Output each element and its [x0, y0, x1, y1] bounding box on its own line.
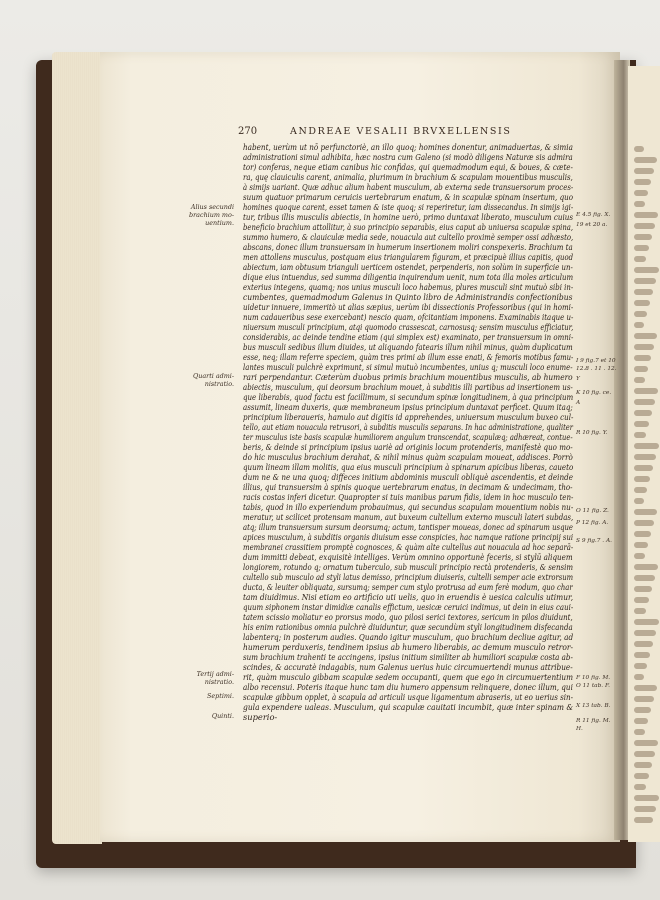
facing-page-edge — [628, 66, 660, 842]
text-line: esse, neq; illam referre speciem, quàm tres primi ab illum esse enati, & femoris motibus famu- — [243, 352, 574, 362]
text-line: exterius integens, quamq; nos unius musculi loco habemus, plures musculi sint mutuò sibi in- — [243, 282, 574, 292]
facing-page-text-mark — [634, 476, 650, 482]
facing-page-text-mark — [634, 355, 651, 361]
facing-page-text-mark — [634, 487, 647, 493]
text-line: num cadaueribus sese exercebant) nescio quam, ofcitantiam imponens. Examinabis itaque u- — [243, 312, 574, 322]
facing-page-text-mark — [634, 190, 648, 196]
facing-page-text-mark — [634, 322, 644, 328]
facing-page-text-mark — [634, 278, 656, 284]
text-line: abiectum, iam obtusum trianguli uerticem ostendet, perpenderis, non solùm in superficie un- — [243, 262, 573, 272]
facing-page-text-mark — [634, 597, 649, 603]
text-line: cumbentes, quemadmodum Galenus in Quinto libro de Administrandis confectionibus — [243, 292, 573, 302]
facing-page-text-mark — [634, 531, 651, 537]
text-line: ra, quę clauiculis carent, animalia, plurimum in brachium & scapulam mouentibus musculis, — [243, 172, 573, 182]
margin-note-line: uentium. — [205, 219, 234, 227]
facing-page-text-mark — [634, 410, 652, 416]
margin-note-line: brachium mo- — [189, 211, 234, 219]
facing-page-text-mark — [634, 201, 645, 207]
text-line: dum ne & ne una quoq; diffeces initium abdominis musculi obliquè ascendentis, et deinde — [243, 472, 574, 482]
text-line: administrationi simul adhibita, hæc nostra cum Galeno (si modò diligens Naturæ sis admira — [243, 152, 573, 162]
margin-ref: F 10 fig. M. — [576, 675, 611, 681]
margin-note-line: nistratio. — [204, 380, 234, 388]
text-line: ducta, & leuiter obliquata, sursumq; semper cum stylo protrusa ad eum ferè modum, quo char — [243, 582, 573, 592]
facing-page-text-mark — [634, 344, 654, 350]
text-line: summo humero, & clauiculæ media sede, nouacula aut cultello proximè semper ossi adhæsto, — [243, 232, 574, 242]
text-line: tello, aut etiam nouacula retrusori, à subditis musculis separans. In hac administratione, qualiter — [243, 422, 573, 432]
text-line: labenterq; in posterum audies. Quando igitur musculum, quo brachium decliue agitur, ad — [243, 632, 574, 642]
facing-page-text-mark — [634, 498, 644, 504]
facing-page-text-mark — [634, 366, 648, 372]
facing-page-text-mark — [634, 751, 655, 757]
text-line: niuersum musculi principium, atqi quomodo crassescat, carnosusq; sensim musculus efficiatur, — [243, 322, 574, 332]
text-line: quum siphonem instar dimidiæ canalis effictum, uesicæ ceruici indimus, ut dein in eius caui- — [243, 602, 574, 612]
text-line: tur, tribus illis musculis abiectis, in homine uerò, primo duntaxat liberato, musculum cuius — [243, 212, 574, 222]
text-line: apices musculum, à subditis organis diuisum esse conspicies, hac namque ratione principij sui — [243, 532, 574, 542]
text-line: gula expendere ualeas. Musculum, qui scapulæ cauitati incumbit, quæ inter spinam & — [243, 702, 574, 712]
text-line: albo recensui. Poteris itaque hunc tam diu humero appensum relinquere, donec illum, qui — [243, 682, 573, 692]
margin-ref: S 9 fig.7 . A. — [576, 538, 613, 544]
facing-page-text-mark — [634, 696, 654, 702]
text-line: uidetur innuere, immeritò ut alias sæpius, uerùm ibi dissectionis Professoribus (qui in homi- — [243, 302, 574, 312]
text-line: ter musculus iste basis scapulæ humiliorem angulum transcendat, scapulæq; adhæreat, contue- — [243, 432, 573, 442]
facing-page-text-mark — [634, 157, 657, 163]
margin-ref: I 9 fig.7 et 10 — [576, 358, 616, 364]
facing-page-text-mark — [634, 256, 646, 262]
margin-ref: P 12 fig. A. — [576, 520, 609, 526]
facing-page-text-mark — [634, 333, 657, 339]
text-line: considerabis, ac deinde tendine etiam (qui simplex est) examinato, per transuersum in omni- — [243, 332, 574, 342]
facing-page-text-mark — [634, 729, 645, 735]
facing-page-text-mark — [634, 817, 653, 823]
text-line: sum brachium trahenti te accingens, ipsius initium similiter ab humiliori scapulæ costa ab- — [243, 652, 573, 662]
facing-page-text-mark — [634, 740, 658, 746]
text-line: à simijs uariant. Quæ adhuc alium habent musculum, ab externa sede transuersorum proces- — [243, 182, 574, 192]
facing-page-text-mark — [634, 388, 658, 394]
margin-ref: O 11 tab. F. — [576, 683, 610, 689]
text-line: tam diuidimus. Nisi etiam eo artificio uti uelis, quo in eruendis è uesica calculis utimur, — [243, 592, 574, 602]
facing-page-text-mark — [634, 311, 647, 317]
facing-page-text-mark — [634, 179, 651, 185]
facing-page-text-mark — [634, 663, 647, 669]
facing-page-text-mark — [634, 773, 649, 779]
facing-page-text-mark — [634, 289, 653, 295]
facing-page-text-mark — [634, 245, 649, 251]
facing-page-text-mark — [634, 608, 646, 614]
text-line: abiectis, musculum, qui deorsum brachium mouet, à subditis illi partibus ad insertionem us- — [243, 382, 573, 392]
facing-page-text-mark — [634, 212, 658, 218]
margin-note-septimi — [170, 692, 234, 700]
facing-page-text-mark — [634, 619, 659, 625]
text-line: scapulæ gibbum opplet, à scapula ad articuli usque ligamentum abraseris, ut eo uerius sin- — [243, 692, 574, 702]
text-line: dique eius intuendus, sed summa diligentia inquirendum uenit, num tota illa moles articulum — [243, 272, 574, 282]
facing-page-text-mark — [634, 685, 657, 691]
text-line: atq; illum transuersum sursum deorsumq; actum, tantisper moueas, donec ad spinarum usque — [243, 522, 573, 532]
facing-page-text-mark — [634, 443, 659, 449]
margin-ref: R 11 fig. M. — [576, 718, 611, 724]
facing-page-text-mark — [634, 795, 659, 801]
text-line: habent, uerùm ut nō perfunctoriè, an illo quoq; homines donentur, animaduertas, & simia — [243, 142, 573, 152]
margin-ref: O 11 fig. Z. — [576, 508, 609, 514]
facing-page-text-mark — [634, 718, 648, 724]
facing-page-text-mark — [634, 234, 652, 240]
facing-page-text-mark — [634, 377, 645, 383]
margin-ref: R 10 fig. Y. — [576, 430, 608, 436]
margin-ref: 12.8 . 11 . 12. — [576, 366, 617, 372]
text-line: que liberabis, quod factu est facillimum, si secundum spinæ longitudinem, à qua principium — [243, 392, 574, 402]
margin-ref: 19 et 20 a. — [576, 222, 608, 228]
facing-page-text-mark — [634, 432, 646, 438]
text-line: bus musculi sedibus illum diuides, ut aliquando fatearis illum nihil minus, quàm duplicatum — [243, 342, 573, 352]
facing-page-text-mark — [634, 641, 653, 647]
text-line: principium liberaueris, hamulo aut digitis id apprehendes, uniuersum musculum buxeo cul- — [243, 412, 574, 422]
text-line: beneficio brachium attollitur, à suo principio separabis, eius caput ab uniuersa scapulæ spina, — [243, 222, 574, 232]
facing-page-text-mark — [634, 652, 650, 658]
facing-page-text-mark — [634, 399, 655, 405]
text-line: tabis, quod in illo experiendum probauimus, qui secundus scapulam mouentium nobis nu- — [243, 502, 574, 512]
facing-page-text-mark — [634, 806, 656, 812]
text-line: men attollens musculus, postquam eius triangularem figuram, et præcipuè illius capitis, quod — [243, 252, 574, 262]
facing-page-text-mark — [634, 223, 655, 229]
margin-note-secundi — [170, 203, 234, 227]
margin-note-line: Alius secundi — [190, 203, 234, 211]
facing-page-text-mark — [634, 784, 646, 790]
text-line: his enim rationibus omnia pulchrè diuiduntur, quæ secundùm styli longitudinem disfecanda — [243, 622, 573, 632]
text-line: membranei crassitiem promptè cognosces, & quàm alte cultellus aut nouacula ad hoc separā- — [243, 542, 574, 552]
margin-ref: K 10 fig. ce. — [576, 390, 612, 396]
margin-ref: E 4.5 fig. X. — [576, 212, 611, 218]
facing-page-text-mark — [634, 762, 652, 768]
page-edges — [52, 52, 102, 844]
facing-page-text-mark — [634, 630, 656, 636]
text-line: rari perpendantur. Cæterùm duobus primis brachium mouentibus musculis, ab humero — [243, 372, 573, 382]
text-line: quum lineam illam molitis, qua eius musculi principium à spinarum apicibus liberas, caueto — [243, 462, 574, 472]
text-line: lantes musculi pulchrè exprimunt, si simul mutuò incumbentes, unius q; musculi loco enume- — [243, 362, 573, 372]
text-line: dum immitti debeat, exquisitè intelliges. Verùm omnino opportunè feceris, si stylū aliquem — [243, 552, 573, 562]
text-line: racis costas inferi dicetur. Quapropter si tuis manibus parum fidis, idem in hoc musculo ten- — [243, 492, 574, 502]
text-line: assumit, lineam duxeris, quæ membraneum ipsius principium duntaxat perficet. Quum itaq; — [243, 402, 573, 412]
text-line: illius, qui transuersim à spinis quoque uertebrarum enatus, in decimam & undecimam, tho- — [243, 482, 573, 492]
margin-ref: X 13 tab. B. — [576, 703, 611, 709]
margin-ref: Y — [576, 376, 580, 382]
text-line: abscans, donec illum transuersam in humerum insertionem moliri conspexeris. Brachium ta — [243, 242, 573, 252]
text-line: rit, quàm musculo gibbam scapulæ sedem occupanti, quem que ego in circumuertentium — [243, 672, 574, 682]
margin-note-quarti — [170, 372, 234, 388]
text-line: suum quatuor primarum ceruicis uertebrarum enatum, & in scapulæ spinam insertum, quo — [243, 192, 573, 202]
text-line: meratur, ut scilicet protensam manum, aut buxeum cultellum externo musculi lateri subdas, — [243, 512, 574, 522]
facing-page-text-mark — [634, 520, 654, 526]
margin-note-line: Quinti. — [211, 712, 234, 720]
facing-page-text-mark — [634, 586, 652, 592]
text-line: beris, & deinde si principium ipsius uariè ad originis locum protenderis, manifestè quo mo- — [243, 442, 573, 452]
facing-page-text-mark — [634, 575, 655, 581]
facing-page-text-mark — [634, 509, 657, 515]
text-line: humerum perduxeris, tendinem ipsius ab humero liberabis, ac demum musculo retror- — [243, 642, 574, 652]
facing-page-text-mark — [634, 300, 650, 306]
facing-page-text-mark — [634, 421, 649, 427]
margin-note-line: nistratio. — [204, 678, 234, 686]
text-line: cultello sub musculo ad styli latus demisso, principium diuiseris, cultelli semper acie extrorsum — [243, 572, 574, 582]
facing-page-text-mark — [634, 168, 654, 174]
text-line: scindes, & accuratè indagabis, num Galenus uerius huic circumuertendi munus attribue- — [243, 662, 573, 672]
running-head: ANDREAE VESALII BRVXELLENSIS — [290, 126, 512, 137]
text-line: longiorem, rotundo q; ornatum tuberculo, sub musculi principio rectà protenderis, & sensim — [243, 562, 573, 572]
page-number: 270 — [238, 126, 258, 137]
facing-page-text-mark — [634, 542, 648, 548]
facing-page-text-mark — [634, 564, 658, 570]
margin-note-line: Quarti admi- — [192, 372, 234, 380]
margin-note-line: Septimi. — [207, 692, 234, 700]
text-line: tatem scissio moliatur eo prorsus modo, quo pilosi serici textores, sericum in pilos diuidunt, — [243, 612, 573, 622]
facing-page-text-mark — [634, 267, 659, 273]
margin-note-line: Tertij admi- — [196, 670, 234, 678]
facing-page-text-mark — [634, 465, 653, 471]
margin-ref: A — [576, 400, 581, 406]
facing-page-text-mark — [634, 553, 645, 559]
margin-note-tertij — [170, 670, 234, 686]
facing-page-text-mark — [634, 707, 651, 713]
text-line: do hic musculus brachium derahat, & nihil minus quàm scapulam moueat, addisces. Porrò — [243, 452, 573, 462]
facing-page-text-mark — [634, 146, 644, 152]
margin-ref: H. — [576, 726, 583, 732]
facing-page-text-mark — [634, 674, 644, 680]
text-line: superio- — [243, 712, 278, 722]
text-line: homines quoque carent, esset tamen & iste quoq; si reperiretur, iam dissecandus. In simijs igi- — [243, 202, 574, 212]
facing-page-text-mark — [634, 454, 656, 460]
margin-note-quinti — [170, 712, 234, 720]
text-line: tor) conferas, neque etiam canibus hic confidas, qui quemadmodum equi, & boues, & cæte- — [243, 162, 573, 172]
